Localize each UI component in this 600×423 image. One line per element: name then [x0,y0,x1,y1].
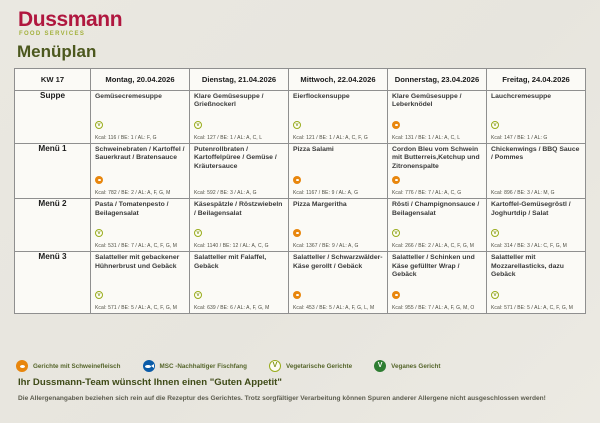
table-header-row [15,69,586,91]
menu-cell [91,91,190,144]
legend-item-vegan [374,360,440,372]
week-header: KW 17 [15,69,91,91]
menu-cell [388,252,487,314]
nutrition-info: Kcal: 127 / BE: 1 / AL: A, C, L [194,135,263,141]
nutrition-info: Kcal: 266 / BE: 2 / AL: A, C, F, G, M [392,243,475,250]
menu-cell [487,199,586,252]
legend-label: Vegetarische Gerichte [285,362,353,370]
row-label-menu-1: Menü 1 [15,144,91,199]
menu-table [14,68,586,314]
vegetarian-icon [95,291,103,299]
pork-icon [392,291,400,299]
pork-icon [392,121,400,129]
dish-name: Klare Gemüsesuppe / Grießnockerl [194,93,264,109]
nutrition-info: Kcal: 453 / BE: 5 / AL: A, F, G, L, M [293,305,375,312]
pork-icon [16,360,28,372]
dish-name: Schweinebraten / Kartoffel / Sauerkraut / Bratensauce [95,146,185,162]
day-header-friday: Freitag, 24.04.2026 [487,69,586,91]
nutrition-info: Kcal: 896 / BE: 3 / AL: M, G [491,190,555,197]
menu-cell [91,144,190,199]
menu-cell [487,252,586,314]
nutrition-info: Kcal: 531 / BE: 7 / AL: A, C, F, G, M [95,243,178,250]
menu-cell [91,199,190,252]
dish-name: Salatteller mit gebackener Hühnerbrust und Gebäck [95,254,180,270]
dish-name: Salatteller mit Falaffel, Gebäck [194,254,267,270]
dish-name: Lauchcremesuppe [491,93,552,100]
nutrition-info: Kcal: 147 / BE: 1 / AL: G [491,135,548,141]
vegetarian-icon [491,121,499,129]
legend [16,360,582,372]
dish-name: Käsespätzle / Röstzwiebeln / Beilagensalat [194,201,283,217]
nutrition-info: Kcal: 314 / BE: 3 / AL: C, F, G, M [491,243,567,250]
nutrition-info: Kcal: 1140 / BE: 12 / AL: A, C, G [194,243,269,250]
dish-name: Salatteller / Schinken und Käse gefüllter Wrap / Gebäck [392,254,475,279]
row-label-suppe: Suppe [15,91,91,144]
dish-name: Rösti / Champignonsauce / Beilagensalat [392,201,480,217]
legend-item-msc [143,360,247,372]
vegetarian-icon [491,229,499,237]
pork-icon [392,176,400,184]
nutrition-info: Kcal: 639 / BE: 6 / AL: A, F, G, M [194,305,270,312]
dish-name: Salatteller / Schwarzwälder-Käse gerollt / Gebäck [293,254,383,270]
row-menu-3 [15,252,586,314]
menu-cell [190,199,289,252]
day-header-thursday: Donnerstag, 23.04.2026 [388,69,487,91]
menu-cell [190,144,289,199]
legend-item-pork [16,360,121,372]
menu-cell [487,144,586,199]
brand-logo: Dussmann [18,8,123,31]
menu-cell [190,91,289,144]
nutrition-info: Kcal: 776 / BE: 7 / AL: A, C, G [392,190,462,197]
vegetarian-icon [194,291,202,299]
dish-name: Chickenwings / BBQ Sauce / Pommes [491,146,580,162]
day-header-tuesday: Dienstag, 21.04.2026 [190,69,289,91]
row-label-menu-3: Menü 3 [15,252,91,314]
dish-name: Klare Gemüsesuppe / Leberknödel [392,93,462,109]
legend-label: Gerichte mit Schweinefleisch [33,362,121,370]
nutrition-info: Kcal: 782 / BE: 2 / AL: A, F, G, M [95,190,171,197]
nutrition-info: Kcal: 955 / BE: 7 / AL: A, F, G, M, O [392,305,475,312]
menu-cell [289,252,388,314]
pork-icon [95,176,103,184]
row-suppe [15,91,586,144]
dish-name: Cordon Bleu vom Schwein mit Butterreis,Ketchup und Zitronenspalte [392,146,480,170]
legend-label: Veganes Gericht [391,362,441,370]
dish-name: Pizza Salami [293,146,334,153]
nutrition-info: Kcal: 121 / BE: 1 / AL: A, C, F, G [293,135,368,141]
vegetarian-icon [293,121,301,129]
nutrition-info: Kcal: 131 / BE: 1 / AL: A, C, L [392,135,461,141]
vegetarian-icon [95,121,103,129]
nutrition-info: Kcal: 571 / BE: 5 / AL: A, C, F, G, M [95,305,178,312]
dish-name: Gemüsecremesuppe [95,93,162,100]
vegetarian-icon [491,291,499,299]
nutrition-info: Kcal: 1367 / BE: 9 / AL: A, G [293,243,359,250]
menu-cell [388,144,487,199]
menu-cell [388,199,487,252]
nutrition-info: Kcal: 116 / BE: 1 / AL: F, G [95,135,157,141]
legend-item-vegetarian [269,360,352,372]
nutrition-info: Kcal: 592 / BE: 3 / AL: A, G [194,190,257,197]
vegetarian-icon [194,229,202,237]
pork-icon [293,291,301,299]
menu-cell [289,199,388,252]
legend-label: MSC -Nachhaltiger Fischfang [159,362,247,370]
menu-cell [487,91,586,144]
row-menu-2 [15,199,586,252]
row-menu-1 [15,144,586,199]
vegan-icon [374,360,386,372]
pork-icon [293,176,301,184]
nutrition-info: Kcal: 571 / BE: 5 / AL: A, C, F, G, M [491,305,574,312]
vegetarian-icon [95,229,103,237]
dish-name: Pasta / Tomatenpesto / Beilagensalat [95,201,169,217]
menu-cell [91,252,190,314]
closing-message: Ihr Dussmann-Team wünscht Ihnen einen "Guten Appetit" [18,377,282,388]
brand-tagline: FOOD SERVICES [19,31,86,37]
dish-name: Putenrollbraten / Kartoffelpüree / Gemüse / Kräutersauce [194,146,277,170]
vegetarian-icon [269,360,281,372]
day-header-wednesday: Mittwoch, 22.04.2026 [289,69,388,91]
page-title: Menüplan [17,42,97,61]
dish-name: Salatteller mit Mozzarellasticks, dazu Gebäck [491,254,564,279]
menu-cell [388,91,487,144]
vegetarian-icon [392,229,400,237]
dish-name: Pizza Margeritha [293,201,347,209]
day-header-monday: Montag, 20.04.2026 [91,69,190,91]
row-label-menu-2: Menü 2 [15,199,91,252]
allergen-disclaimer: Die Allergenangaben beziehen sich rein auf die Rezeptur des Gerichtes. Trotz sorgfältiger Verarbeitung können Spuren anderer Allergene nicht ausgeschlossen werden! [18,395,546,402]
pork-icon [293,229,301,237]
dish-name: Eierflockensuppe [293,93,350,100]
vegetarian-icon [194,121,202,129]
menu-cell [190,252,289,314]
msc-icon [143,360,155,372]
menu-cell [289,144,388,199]
menu-cell [289,91,388,144]
dish-name: Kartoffel-Gemüsegröstl / Joghurtdip / Salat [491,201,571,217]
nutrition-info: Kcal: 1167 / BE: 9 / AL: A, G [293,190,359,197]
